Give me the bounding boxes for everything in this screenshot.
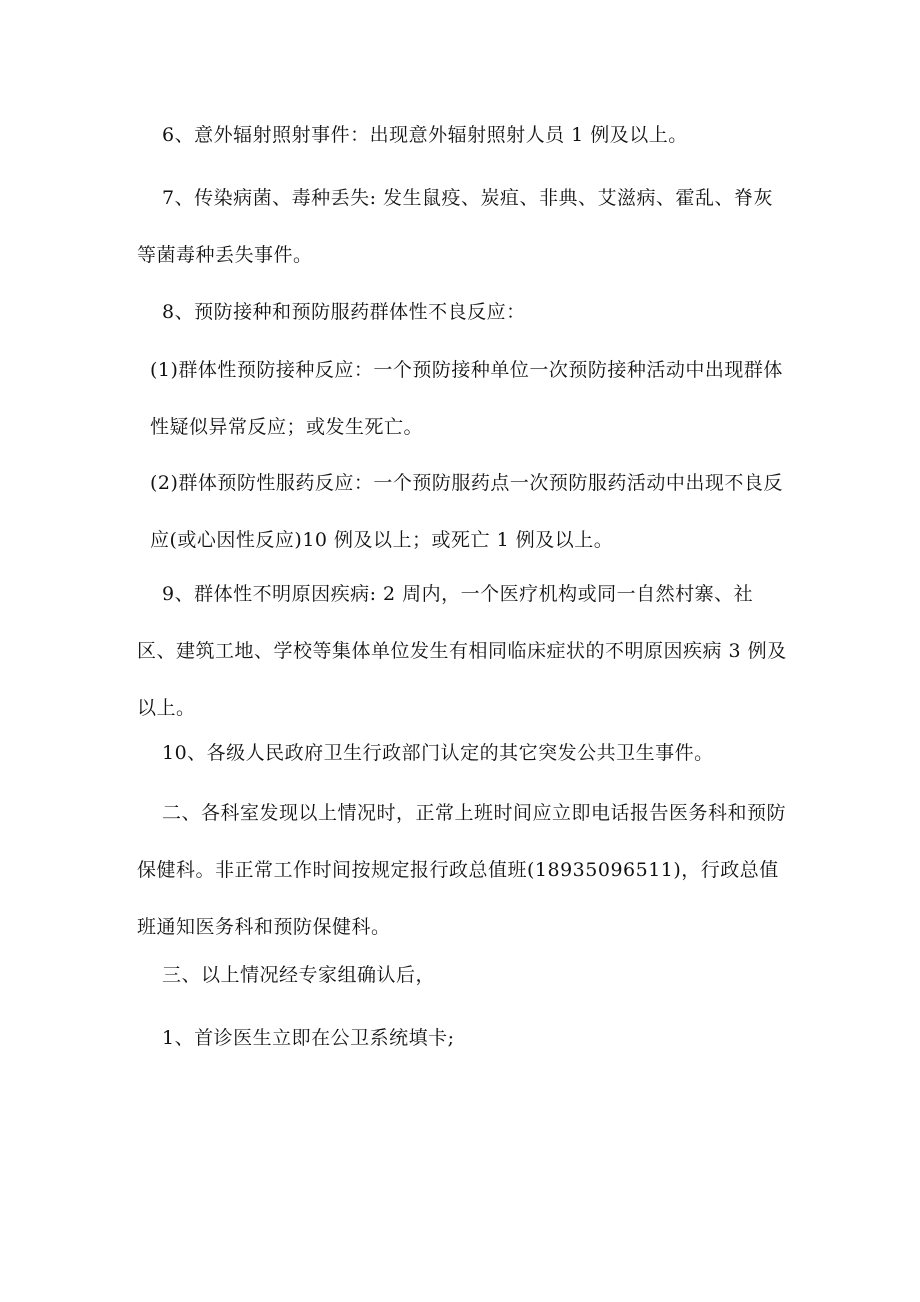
section-two-paragraph: 二、各科室发现以上情况时，正常上班时间应立即电话报告医务科和预防保健科。非正常工作时间按规定报行政总值班(18935096511)，行政总值班通知医务科和预防保健科。	[137, 802, 787, 938]
paragraph-item-9: 9、群体性不明原因疾病: 2 周内，一个医疗机构或同一自然村寨、社区、建筑工地、学校等集体单位发生有相同临床症状的不明原因疾病 3 例及以上。	[137, 583, 787, 719]
paragraph-item-8: 8、预防接种和预防服药群体性不良反应：	[162, 301, 526, 323]
section-three-heading: 三、以上情况经专家组确认后，	[162, 964, 436, 986]
section-three-item-1: 1、首诊医生立即在公卫系统填卡;	[162, 1027, 455, 1049]
paragraph-item-6: 6、意外辐射照射事件：出现意外辐射照射人员 1 例及以上。	[162, 124, 688, 146]
paragraph-item-8-2: (2)群体预防性服药反应：一个预防服药点一次预防服药活动中出现不良反应(或心因性反应)10 例及以上；或死亡 1 例及以上。	[150, 472, 783, 551]
paragraph-item-8-1: (1)群体性预防接种反应：一个预防接种单位一次预防接种活动中出现群体性疑似异常反应；或发生死亡。	[150, 359, 783, 438]
paragraph-item-7: 7、传染病菌、毒种丢失: 发生鼠疫、炭疽、非典、艾滋病、霍乱、脊灰等菌毒种丢失事件。	[137, 187, 774, 266]
paragraph-item-10: 10、各级人民政府卫生行政部门认定的其它突发公共卫生事件。	[162, 742, 714, 764]
